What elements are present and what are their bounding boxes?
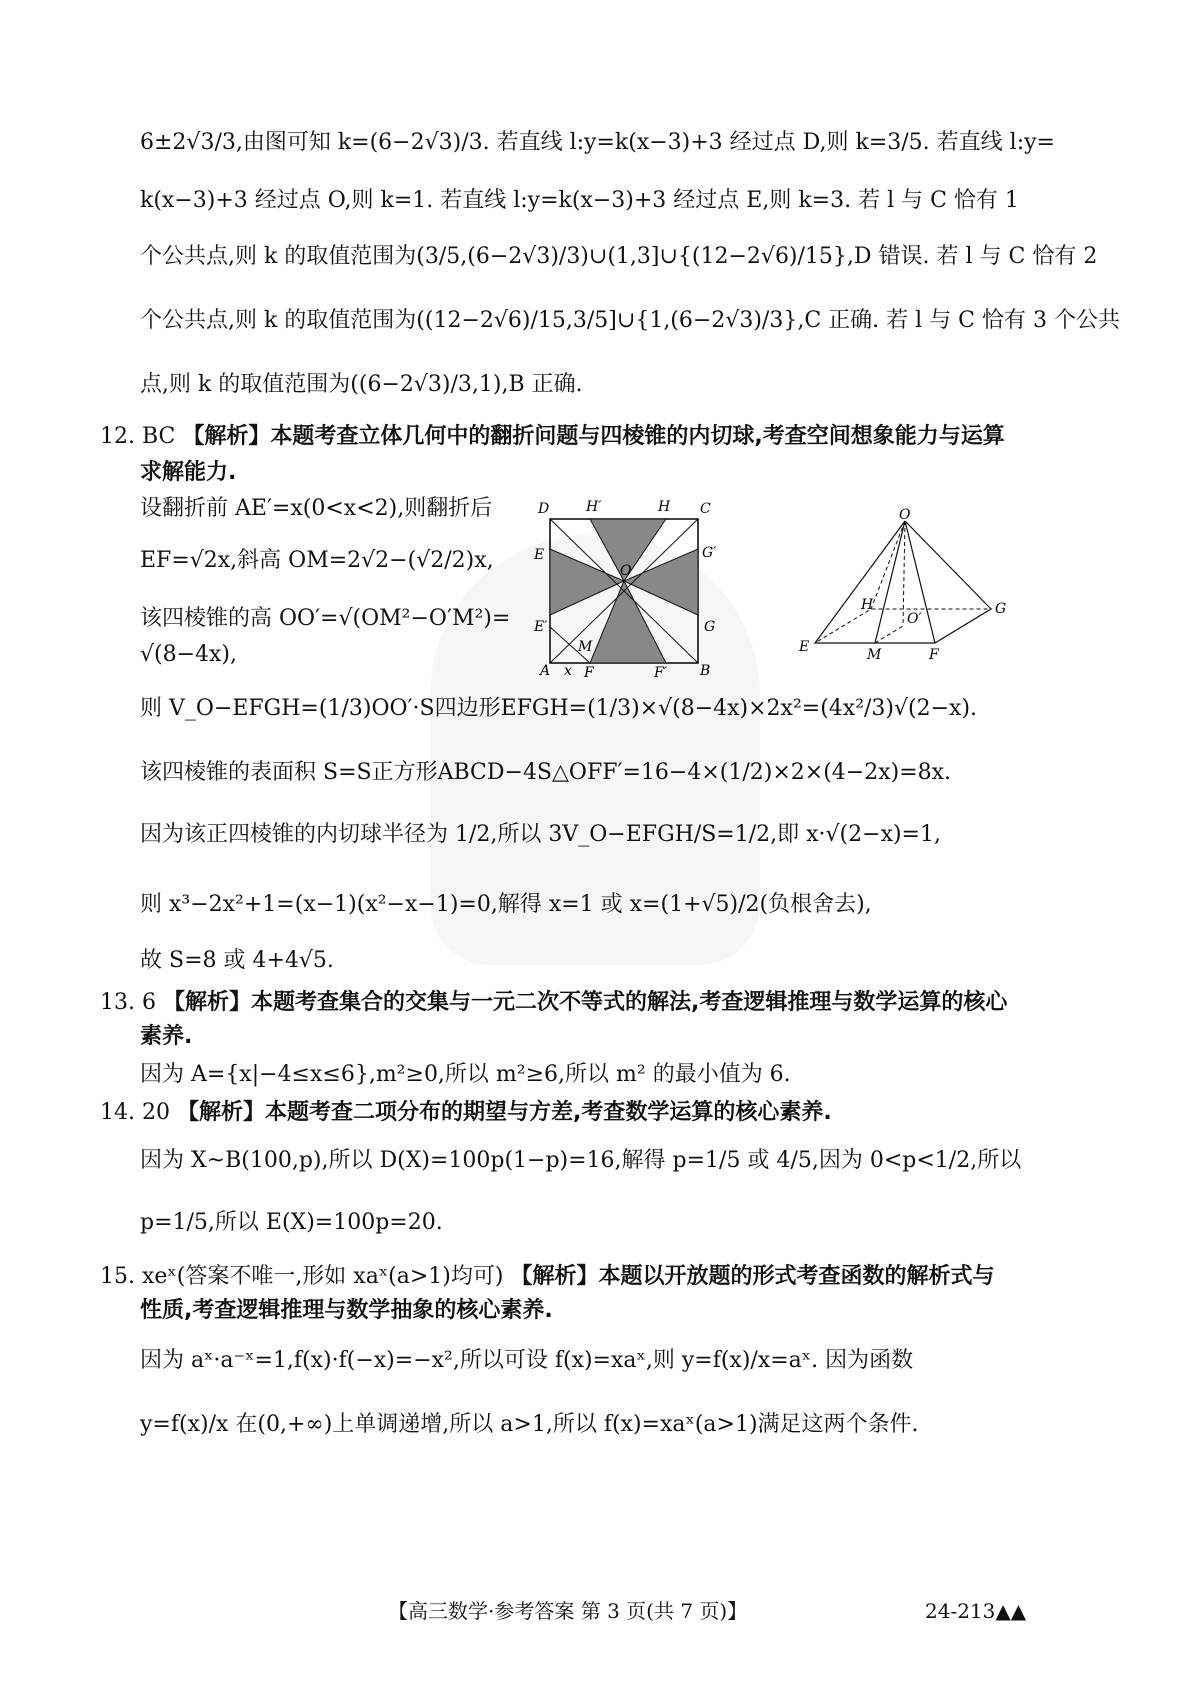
q12-line-5: 则 V_O−EFGH=(1/3)OO′·S四边形EFGH=(1/3)×√(8−4x)×2x²=(4x²/3)√(2−x). [140, 696, 978, 721]
label-G1: G′ [702, 545, 717, 561]
folding-square-figure [530, 495, 730, 680]
q11-line-3: 个公共点,则 k 的取值范围为(3/5,(6−2√3)/3)∪(1,3]∪{(12−2√6)/15},D 错误. 若 l 与 C 恰有 2 [140, 244, 1098, 269]
label-pyr-F: F [929, 647, 939, 663]
label-pyr-E: E [799, 639, 810, 655]
q12-line-8: 则 x³−2x²+1=(x−1)(x²−x−1)=0,解得 x=1 或 x=(1+√5)/2(负根舍去), [140, 892, 872, 917]
q15-header [100, 1262, 994, 1292]
label-pyr-G: G [995, 601, 1007, 617]
q15-number: 15. xeˣ(答案不唯一,形如 xaˣ(a>1)均可) [100, 1264, 504, 1289]
q14-analysis: 【解析】本题考查二项分布的期望与方差,考查数学运算的核心素养. [176, 1100, 832, 1125]
label-pyr-O1: O′ [907, 611, 922, 627]
base-edge-fg [935, 609, 991, 643]
label-pyr-M: M [867, 647, 882, 663]
label-O: O [620, 563, 632, 579]
q14-line-2: p=1/5,所以 E(X)=100p=20. [140, 1210, 443, 1235]
q12-line-1: 设翻折前 AE′=x(0<x<2),则翻折后 [140, 496, 493, 521]
label-E1: E′ [534, 619, 548, 635]
q12-line-4: √(8−4x), [140, 642, 238, 667]
page-footer: 【高三数学·参考答案 第 3 页(共 7 页)】 [388, 1599, 748, 1623]
q15-header-2: 性质,考查逻辑推理与数学抽象的核心素养. [140, 1298, 553, 1323]
q12-header [100, 422, 1005, 452]
q13-number: 13. 6 [100, 990, 156, 1015]
label-D: D [538, 501, 550, 517]
q12-line-2: EF=√2x,斜高 OM=2√2−(√2/2)x, [140, 548, 494, 573]
q11-line-5: 点,则 k 的取值范围为((6−2√3)/3,1),B 正确. [140, 372, 583, 397]
label-x: x [564, 663, 572, 679]
q15-line-2: y=f(x)/x 在(0,+∞)上单调递增,所以 a>1,所以 f(x)=xaˣ(a>1)满足这两个条件. [140, 1412, 919, 1437]
label-A: A [540, 663, 551, 679]
q13-header-2: 素养. [140, 1024, 193, 1049]
label-F: F [584, 665, 594, 680]
q13-analysis: 【解析】本题考查集合的交集与一元二次不等式的解法,考查逻辑推理与数学运算的核心 [162, 990, 1008, 1015]
q12-line-7: 因为该正四棱锥的内切球半径为 1/2,所以 3V_O−EFGH/S=1/2,即 x·√(2−x)=1, [140, 822, 941, 847]
height-oo1 [903, 521, 905, 626]
q13-header [100, 988, 1007, 1018]
label-pyr-O: O [899, 507, 911, 523]
document-code: 24-213▲▲ [925, 1599, 1027, 1623]
label-M: M [578, 639, 593, 655]
q14-header [100, 1098, 832, 1128]
label-H1: H′ [586, 499, 602, 515]
label-pyr-H: H [861, 597, 874, 613]
q11-line-1: 6±2√3/3,由图可知 k=(6−2√3)/3. 若直线 l:y=k(x−3)+3 经过点 D,则 k=3/5. 若直线 l:y= [140, 130, 1055, 155]
q12-header-2: 求解能力. [140, 460, 237, 485]
q13-line-1: 因为 A={x|−4≤x≤6},m²≥0,所以 m²≥6,所以 m² 的最小值为 6. [140, 1062, 791, 1087]
label-G: G [704, 619, 716, 635]
lateral-edge-og [905, 521, 991, 609]
segment-mo1 [875, 626, 903, 643]
q15-analysis: 【解析】本题以开放题的形式考查函数的解析式与 [510, 1264, 995, 1289]
q12-line-6: 该四棱锥的表面积 S=S正方形ABCD−4S△OFF′=16−4×(1/2)×2×(4−2x)=8x. [140, 760, 952, 785]
q14-line-1: 因为 X~B(100,p),所以 D(X)=100p(1−p)=16,解得 p=1/5 或 4/5,因为 0<p<1/2,所以 [140, 1148, 1022, 1173]
q12-line-9: 故 S=8 或 4+4√5. [140, 948, 334, 973]
pyramid-figure [795, 505, 1025, 665]
q11-line-2: k(x−3)+3 经过点 O,则 k=1. 若直线 l:y=k(x−3)+3 经过点 E,则 k=3. 若 l 与 C 恰有 1 [140, 188, 1019, 213]
slant-height-om [875, 521, 905, 643]
q12-line-3: 该四棱锥的高 OO′=√(OM²−O′M²)= [140, 606, 511, 631]
q12-number: 12. BC [100, 424, 176, 449]
lateral-edge-oh [871, 521, 905, 609]
q12-analysis: 【解析】本题考查立体几何中的翻折问题与四棱锥的内切球,考查空间想象能力与运算 [182, 424, 1005, 449]
q11-line-4: 个公共点,则 k 的取值范围为((12−2√6)/15,3/5]∪{1,(6−2√3)/3},C 正确. 若 l 与 C 恰有 3 个公共 [140, 308, 1120, 333]
label-H: H [658, 499, 671, 515]
label-E: E [534, 547, 545, 563]
q15-line-1: 因为 aˣ·a⁻ˣ=1,f(x)·f(−x)=−x²,所以可设 f(x)=xaˣ,则 y=f(x)/x=aˣ. 因为函数 [140, 1348, 914, 1373]
label-F1: F′ [654, 665, 667, 680]
q14-number: 14. 20 [100, 1100, 170, 1125]
label-C: C [700, 501, 711, 517]
label-B: B [700, 663, 711, 679]
lateral-edge-oe [815, 521, 905, 643]
